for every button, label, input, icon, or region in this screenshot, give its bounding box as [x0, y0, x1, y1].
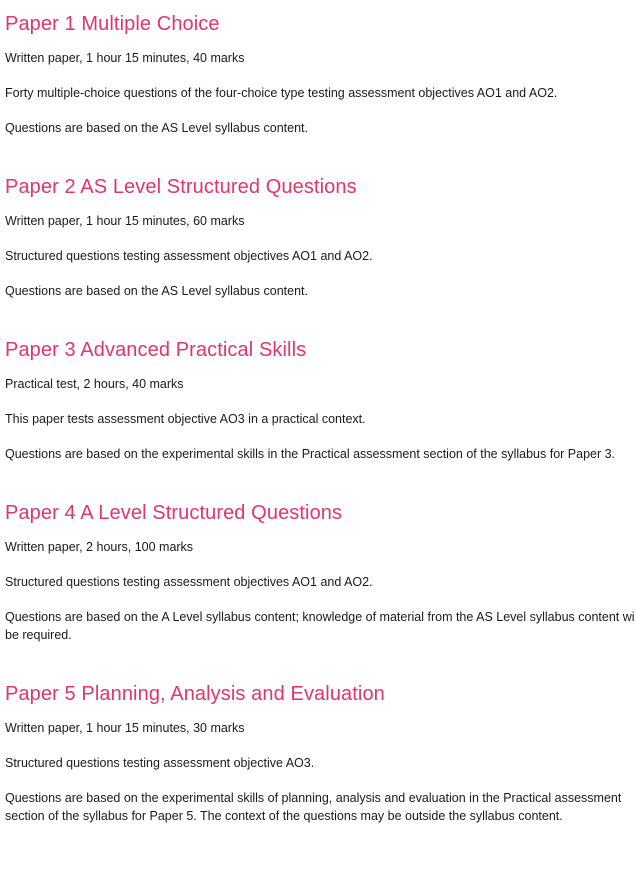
paper-3-section — [5, 338, 636, 461]
paper-5-content-basis-line-1: Questions are based on the experimental skills of planning, analysis and evaluation in the Practical assessment — [5, 791, 622, 805]
paper-5-description: Structured questions testing assessment objective AO3. — [5, 756, 315, 770]
paper-3-format: Practical test, 2 hours, 40 marks — [5, 377, 184, 391]
paper-4-title: Paper 4 A Level Structured Questions — [5, 502, 343, 524]
paper-5-content-basis-line-2: section of the syllabus for Paper 5. The context of the questions may be outside the syllabus content. — [5, 809, 563, 823]
paper-1-description: Forty multiple-choice questions of the four-choice type testing assessment objectives AO1 and AO2. — [5, 86, 558, 100]
paper-5-section — [5, 682, 636, 823]
paper-4-content-basis — [5, 608, 636, 644]
paper-5-content-basis — [5, 789, 636, 825]
paper-3-title: Paper 3 Advanced Practical Skills — [5, 339, 307, 361]
paper-1-section — [5, 12, 636, 135]
paper-3-content-basis: Questions are based on the experimental skills in the Practical assessment section of the syllabus for Paper 3. — [5, 447, 616, 461]
paper-2-description: Structured questions testing assessment objectives AO1 and AO2. — [5, 249, 373, 263]
paper-4-content-basis-line-2: be required. — [5, 628, 72, 642]
paper-4-format: Written paper, 2 hours, 100 marks — [5, 540, 194, 554]
paper-1-format: Written paper, 1 hour 15 minutes, 40 marks — [5, 51, 245, 65]
paper-4-section — [5, 501, 636, 642]
paper-2-format: Written paper, 1 hour 15 minutes, 60 marks — [5, 214, 245, 228]
paper-4-description: Structured questions testing assessment objectives AO1 and AO2. — [5, 575, 373, 589]
paper-5-title: Paper 5 Planning, Analysis and Evaluation — [5, 683, 385, 705]
paper-2-title: Paper 2 AS Level Structured Questions — [5, 176, 357, 198]
paper-2-section — [5, 175, 636, 298]
paper-3-description: This paper tests assessment objective AO3 in a practical context. — [5, 412, 366, 426]
paper-1-title: Paper 1 Multiple Choice — [5, 13, 220, 35]
paper-1-content-basis: Questions are based on the AS Level syllabus content. — [5, 121, 308, 135]
paper-2-content-basis: Questions are based on the AS Level syllabus content. — [5, 284, 308, 298]
paper-5-format: Written paper, 1 hour 15 minutes, 30 marks — [5, 721, 245, 735]
paper-4-content-basis-line-1: Questions are based on the A Level syllabus content; knowledge of material from the AS Level syllabus content wi — [5, 610, 635, 624]
